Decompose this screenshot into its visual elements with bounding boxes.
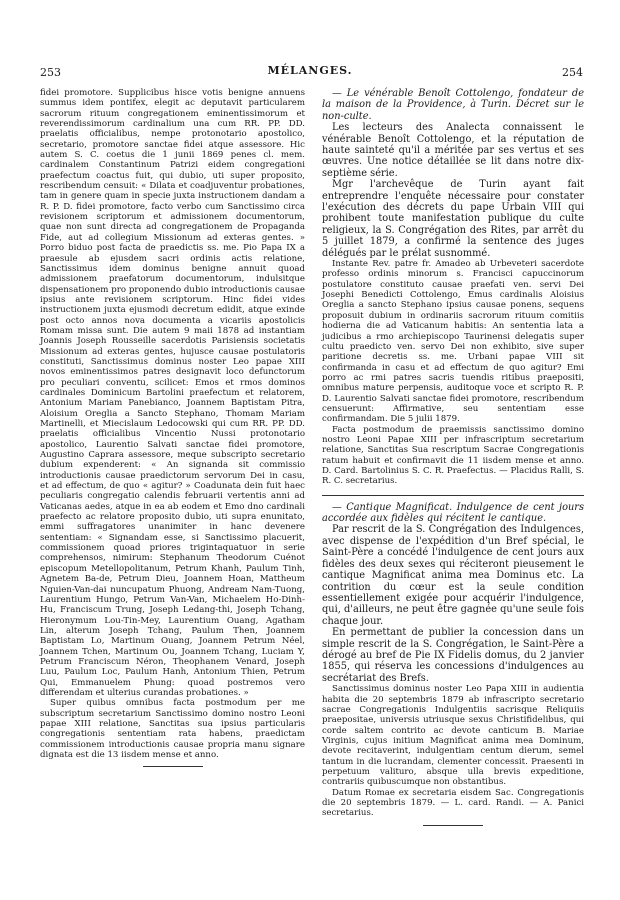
page-number-left: 253 [40,66,61,79]
left-column [40,88,305,775]
section-title-magnificat: — Cantique Magnificat. Indulgence de cent jours accordée aux fidèles qui récitent le cantique. [322,501,584,525]
magnificat-rescript-2: Datum Romae ex secretaria eisdem Sac. Congregationis die 20 septembris 1879. — L. card. Randi. — A. Panici secretarius. [322,787,584,819]
section-divider-long [322,495,584,496]
page-number-right: 254 [562,66,583,79]
section-title-cottolengo: — Le vénérable Benoît Cottolengo, fondateur de la maison de la Providence, à Turin. Décret sur le non-culte. [322,88,584,122]
left-paragraph-1: fidei promotore. Supplicibus hisce votis benigne annuens summus idem pontifex, elegit ac deputavit particularem sacrorum rituum congregationem eminentissimorum et reverendissimorum cardinalium una cum RR. PP. DD. praelatis officialibus, nempe protonotario apostolico, secretario, promotore sanctae fidei atque assessore. Hic autem S. C. coetus die 1 junii 1869 penes cl. mem. cardinalem Constantinum Patrizi eidem congregationi praefectum coactus fuit, qui dubio, uti super proposito, rescribendum censuit: « Dilata et coadjuventur probationes, tam in genere quam in specie juxta instructionem dandam a R. P. D. fidei promotore, facto verbo cum Sanctissimo circa revisionem scriptorum et admissionem documentorum, quae non sunt directa ad congregationem de Propaganda Fide, aut ad collegium Missionum ad exteras gentes. » Porro biduo post facta de praedictis ss. me. Pio Papa IX a praesule ab ejusdem sacri ordinis actis relatione, Sanctissimus idem dominus benigne annuit quoad admissionem praefatorum documentorum, indulsitque dispensationem pro proponendo dubio introductionis causae ipsius ante revisionem scriptorum. Hinc fidei vides instructionem juxta ejusmodi decretum edidit, atque exinde post octo annos nova documenta a vicariis apostolicis Romam missa sunt. Die autem 9 maii 1878 ad instantiam Joannis Joseph Rousseille sacerdotis Parisiensis societatis Missionum ad exteras gentes, hujusce causae postulatoris constituti, Sanctissimus dominus noster Leo papae XIII novos eminentissimos patres designavit loco defunctorum pro peculiari conventu, scilicet: Emos et rmos dominos cardinales Dominicum Bartolini praefectum et relatorem, Antonium Mariam Panebianco, Joannem Baptistam Pitra, Aloisium Oreglia a Sancto Stephano, Thomam Mariam Martinelli, et Miecislaum Ledocowski qui cum RR. PP. DD. praelatis officialibus Vincentio Nussi protonotario apostolico, Laurentio Salvati sanctae fidei promotore, Augustino Caprara assessore, meque subscripto secretario dubium expenderent: « An signanda sit commissio introductionis causae praedictorum servorum Dei in casu, et ad effectum, de quo « agitur? » Coadunata dein fuit haec peculiaris congregatio calendis februarii vertentis anni ad Vaticanas aedes, atque in ea ab eodem et Emo dno cardinali praefecto ac relatore proposito dubio, uti supra enunitato, emmi suffragatores unanimiter in hanc devenere sententiam: « Signandam esse, si Sanctissimo placuerit, commissionem quoad priores trigintaquatuor in serie comprehensos, nimirum: Stephanum Theodorum Cuénot episcopum Metellopolitanum, Petrum Khanh, Paulum Tinh, Agnetem Ba-de, Petrum Dieu, Joannem Hoan, Mattheum Nguien-Van-dai nuncupatum Phuong, Andream Nam-Tuong, Laurentium Hungo, Petrum Van-Van, Michaelem Ho-Dinh-Hu, Franciscum Trung, Joseph Ledang-thi, Joseph Tchang, Hieronymum Lou-Tin-Mey, Laurentium Ouang, Agatham Lin, alterum Joseph Tchang, Paulum Then, Joannem Baptistam Lo, Martinum Ouang, Joannem Petrum Néel, Joannem Tchen, Martinum Ou, Joannem Tchang, Luciam Y, Petrum Franciscum Néron, Theophanem Venard, Joseph Luu, Paulum Loc, Paulum Hanh, Antonium Thien, Petrum Qui, Emmanuelem Phung: quoad postremos vero differendam et ulterius curandas probationes. » [40,88,305,698]
cottolengo-decree-1: Instante Rev. patre fr. Amadeo ab Urbeveteri sacerdote professo ordinis minorum s. Francisci capuccinorum postulatore constituto causae praefati ven. servi Dei Josephi Benedicti Cottolengo, Emus cardinalis Aloisius Oreglia a sancto Stephano ipsius causae ponens, sequens proposuit dubium in ordinariis sacrorum rituum comitiis hodierna die ad Vaticanum habitis: An sententia lata a judicibus a rmo archiepiscopo Taurinensi delegatis super cultu praedicto ven. servo Dei non exhibito, sive super paritione decretis ss. me. Urbani papae VIII sit confirmanda in casu et ad effectum de quo agitur? Emi porro ac rmi patres sacris tuendis ritibus praepositi, omnibus mature perpensis, auditoque voce et scripto R. P. D. Laurentio Salvati sanctae fidei promotore, rescribendum censuerunt: Affirmative, seu sententiam esse confirmandam. Die 5 julii 1879. [322,259,584,425]
magnificat-paragraph-2: En permettant de publier la concession dans un simple rescrit de la S. Congrégation, le Saint-Père a dérogé au bref de Pie IX Fidelis domus, du 2 janvier 1855, qui réserva les concessions d'indulgences au secrétariat des Brefs. [322,627,584,684]
cottolengo-paragraph-2: Mgr l'archevêque de Turin ayant fait entreprendre l'enquête nécessaire pour constater l'exécution des décrets du pape Urbain VIII qui prohibent toute manifestation publique du culte religieux, la S. Congrégation des Rites, par arrêt du 5 juillet 1879, a confirmé la sentence des juges délégués par le prélat susnommé. [322,179,584,259]
left-paragraph-2: Super quibus omnibus facta postmodum per me subscriptum secretarium Sanctissimo domino nostro Leoni papae XIII relatione, Sanctitas sua ipsius particularis congregationis sententiam rata habens, praedictam commissionem introductionis causae propria manu signare dignata est die 13 iisdem mense et anno. [40,698,305,760]
cottolengo-decree-2: Facta postmodum de praemissis sanctissimo domino nostro Leoni Papae XIII per infrascriptum secretarium relatione, Sanctitas Sua rescriptum Sacrae Congregationis ratum habuit et confirmavit die 11 iisdem mense et anno. D. Card. Bartolinius S. C. R. Praefectus. — Placidus Ralli, S. R. C. secretarius. [322,424,584,487]
right-column [322,88,584,834]
cottolengo-paragraph-1: Les lecteurs des Analecta connaissent le vénérable Benoît Cottolengo, et la réputation de haute sainteté qu'il a méritée par ses vertus et ses œuvres. Une notice détaillée se lit dans notre dix-septième série. [322,122,584,179]
magnificat-paragraph-1: Par rescrit de la S. Congrégation des Indulgences, avec dispense de l'expédition d'un Bref spécial, le Saint-Père a concédé l'indulgence de cent jours aux fidèles des deux sexes qui réciteront pieusement le cantique Magnificat anima mea Dominus etc. La contrition du cœur est la seule condition essentiellement exigée pour acquérir l'indulgence, qui, d'ailleurs, ne peut être gagnée qu'une seule fois chaque jour. [322,524,584,627]
running-title: MÉLANGES. [267,64,353,77]
end-divider [423,825,483,826]
magnificat-rescript-1: Sanctissimus dominus noster Leo Papa XIII in audientia habita die 20 septembris 1879 ab infrascripto secretario sacrae Congregationis Indulgentiis sacrisque Reliquiis praepositae, universis utriusque sexus Christifidelibus, qui corde saltem contrito ac devote canticum B. Mariae Virginis, cujus initium Magnificat anima mea Dominum, devote recitaverint, indulgentiam centum dierum, semel tantum in die lucrandam, clementer concessit. Praesenti in perpetuum valituro, absque ulla brevis expeditione, contrariis quibuscumque non obstantibus. [322,684,584,788]
section-divider [143,766,203,767]
